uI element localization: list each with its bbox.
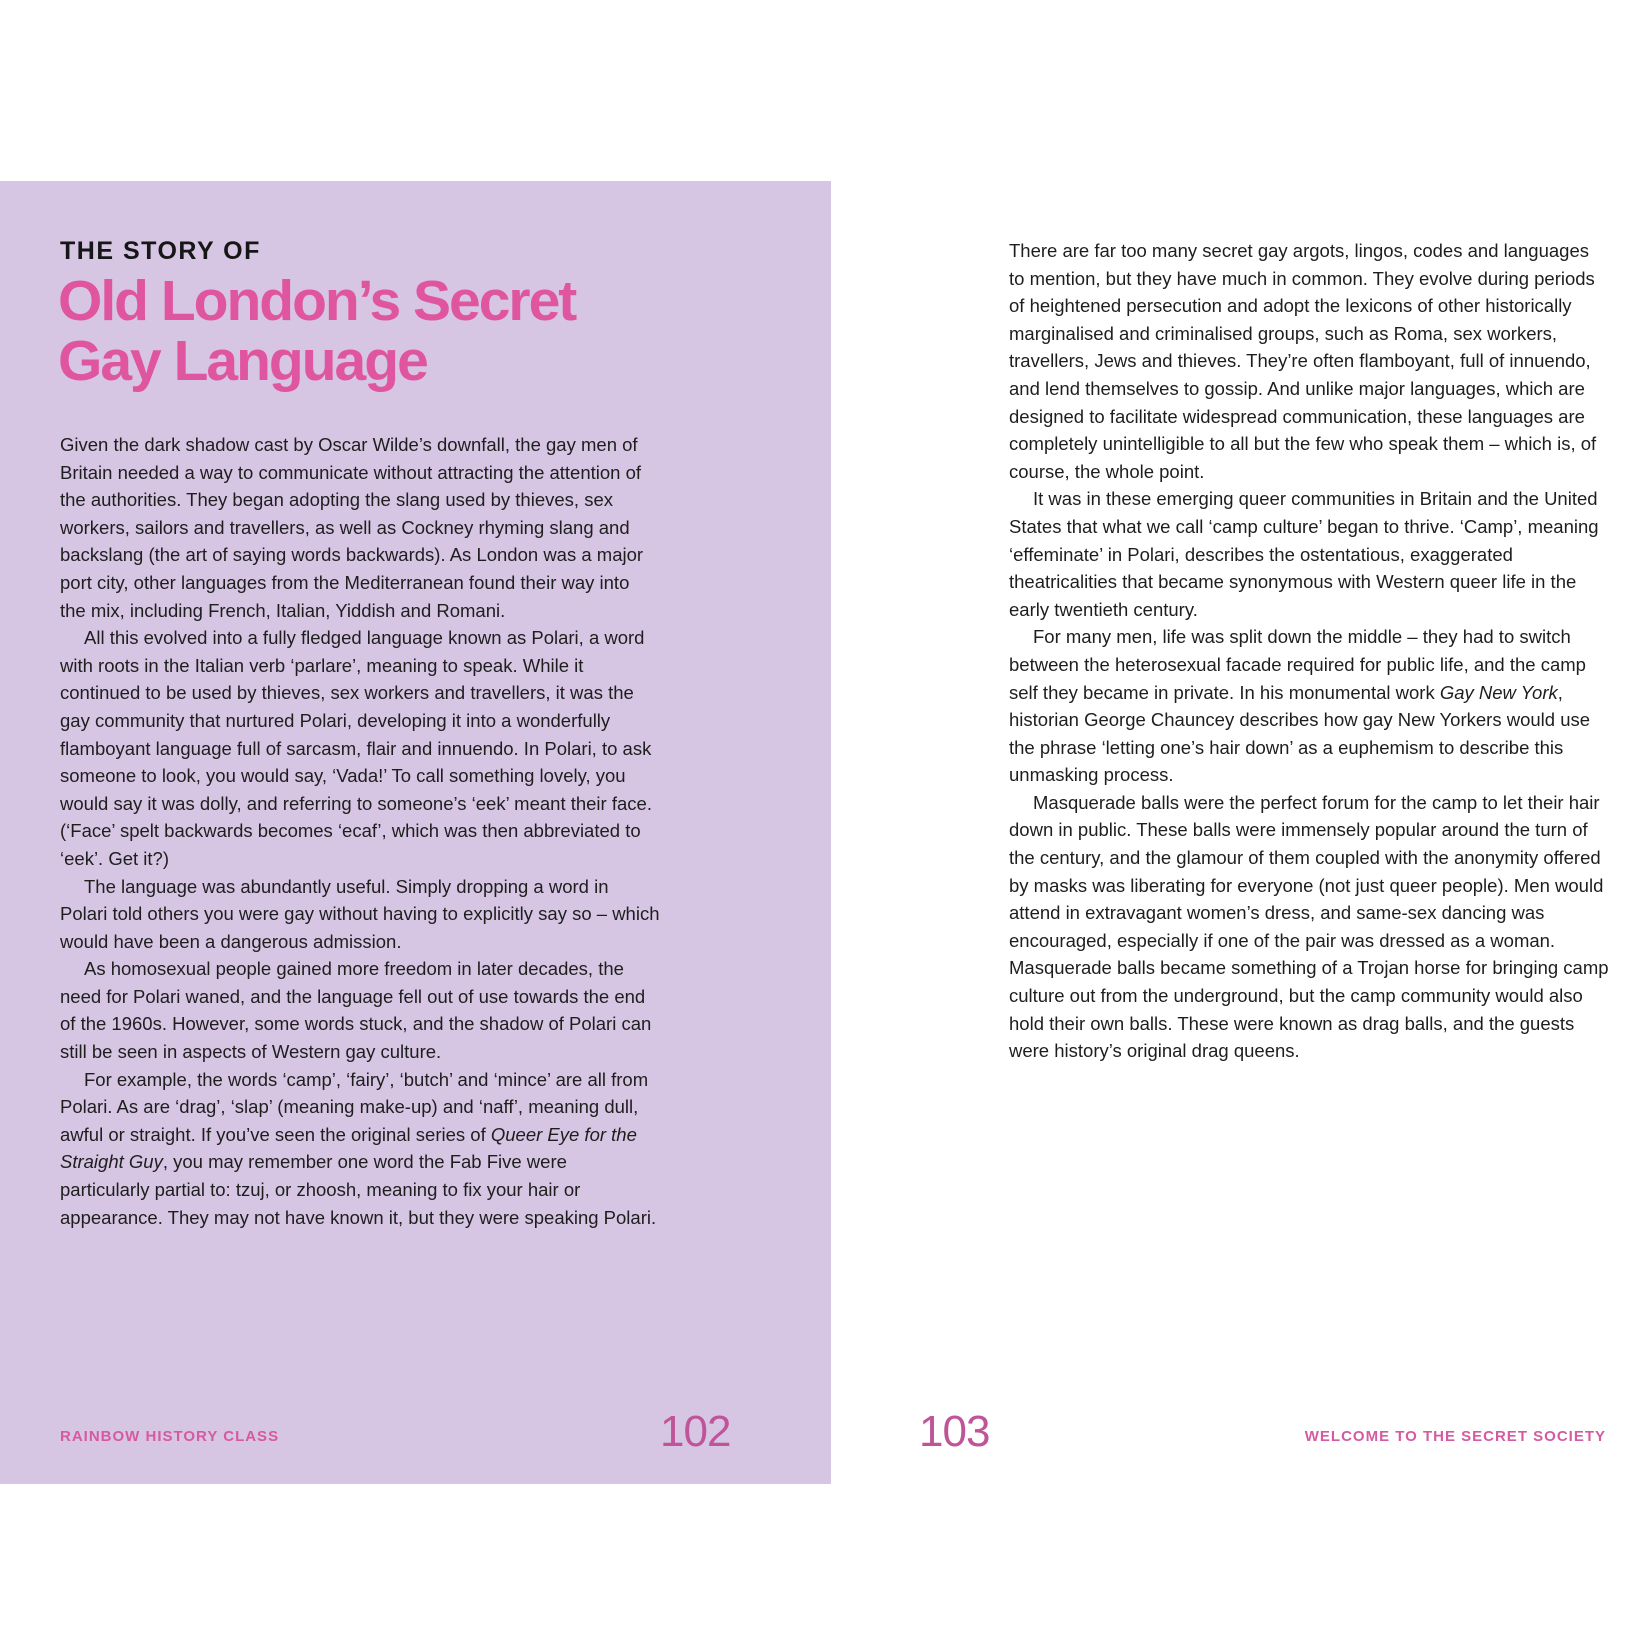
paragraph bbox=[60, 1066, 660, 1232]
paragraph-text: For example, the words ‘camp’, ‘fairy’, ‘butch’ and ‘mince’ are all from Polari. As are ‘drag’, ‘slap’ (meaning make-up) and ‘naff’, meaning dull, awful or straight. If you’ve seen the original series of bbox=[60, 1068, 649, 1145]
running-footer-left: RAINBOW HISTORY CLASS bbox=[60, 1428, 280, 1445]
paragraph: The language was abundantly useful. Simply dropping a word in Polari told others you were gay without having to explicitly say so – which would have been a dangerous admission. bbox=[60, 875, 660, 952]
page-number-right: 103 bbox=[919, 1407, 990, 1456]
left-body-text bbox=[60, 431, 660, 1231]
paragraph bbox=[1009, 623, 1609, 789]
paragraph: Given the dark shadow cast by Oscar Wilde’s downfall, the gay men of Britain needed a way to communicate without attracting the attention of the authorities. They began adopting the slang used by thieves, sex workers, sailors and travellers, as well as Cockney rhyming slang and backslang (the art of saying words backwards). As London was a major port city, other languages from the Mediterranean found their way into the mix, including French, Italian, Yiddish and Romani. bbox=[60, 434, 644, 621]
section-kicker: THE STORY OF bbox=[60, 237, 261, 265]
paragraph: All this evolved into a fully fledged language known as Polari, a word with roots in the Italian verb ‘parlare’, meaning to speak. While it continued to be used by thieves, sex workers and travellers, it was the gay community that nurtured Polari, developing it into a wonderfully flamboyant language full of sarcasm, flair and innuendo. In Polari, to ask someone to look, you would say, ‘Vada!’ To call something lovely, you would say it was dolly, and referring to someone’s ‘eek’ meant their face. (‘Face’ spelt backwards becomes ‘ecaf’, which was then abbreviated to ‘eek’. Get it?) bbox=[60, 627, 652, 869]
paragraph: As homosexual people gained more freedom in later decades, the need for Polari waned, and the language fell out of use towards the end of the 1960s. However, some words stuck, and the shadow of Polari can still be seen in aspects of Western gay culture. bbox=[60, 958, 652, 1063]
paragraph: There are far too many secret gay argots, lingos, codes and languages to mention, but they have much in common. They evolve during periods of heightened persecution and adopt the lexicons of other historically marginalised and criminalised groups, such as Roma, sex workers, travellers, Jews and thieves. They’re often flamboyant, full of innuendo, and lend themselves to gossip. And unlike major languages, which are designed to facilitate widespread communication, these languages are completely unintelligible to all but the few who speak them – which is, of course, the whole point. bbox=[1009, 240, 1597, 482]
book-title: Gay New York bbox=[1439, 681, 1558, 703]
book-spread bbox=[0, 181, 1652, 1484]
show-title: Queer Eye for the Straight Guy bbox=[60, 1123, 637, 1173]
title-line-1: Old London’s Secret bbox=[58, 269, 576, 333]
paragraph: It was in these emerging queer communities in Britain and the United States that what we call ‘camp culture’ began to thrive. ‘Camp’, meaning ‘effeminate’ in Polari, describes the ostentatious, exaggerated theatricalities that became synonymous with Western queer life in the early twentieth century. bbox=[1009, 488, 1599, 620]
paragraph: Masquerade balls were the perfect forum for the camp to let their hair down in public. These balls were immensely popular around the turn of the century, and the glamour of them coupled with the anonymity offered by masks was liberating for everyone (not just queer people). Men would attend in extravagant women’s dress, and same-sex dancing was encouraged, especially if one of the pair was dressed as a woman. Masquerade balls became something of a Trojan horse for bringing camp culture out from the underground, but the camp community would also hold their own balls. These were known as drag balls, and the guests were history’s original drag queens. bbox=[1009, 791, 1609, 1062]
page-title bbox=[58, 271, 778, 391]
paragraph-text: For many men, life was split down the middle – they had to switch between the heterosexual facade required for public life, and the camp self they became in private. In his monumental work bbox=[1009, 626, 1586, 703]
left-page bbox=[0, 181, 831, 1484]
right-page bbox=[831, 181, 1652, 1484]
page-number-left: 102 bbox=[660, 1407, 731, 1456]
right-body-text bbox=[1009, 237, 1609, 1065]
paragraph-text: , you may remember one word the Fab Five were particularly partial to: tzuj, or zhoosh, meaning to fix your hair or appearance. They may not have known it, but they were speaking Polari. bbox=[60, 1151, 657, 1228]
title-line-2: Gay Language bbox=[58, 329, 427, 393]
running-footer-right: WELCOME TO THE SECRET SOCIETY bbox=[1304, 1428, 1606, 1445]
paragraph-text: , historian George Chauncey describes how gay New Yorkers would use the phrase ‘letting one’s hair down’ as a euphemism to describe this unmasking process. bbox=[1009, 681, 1591, 786]
